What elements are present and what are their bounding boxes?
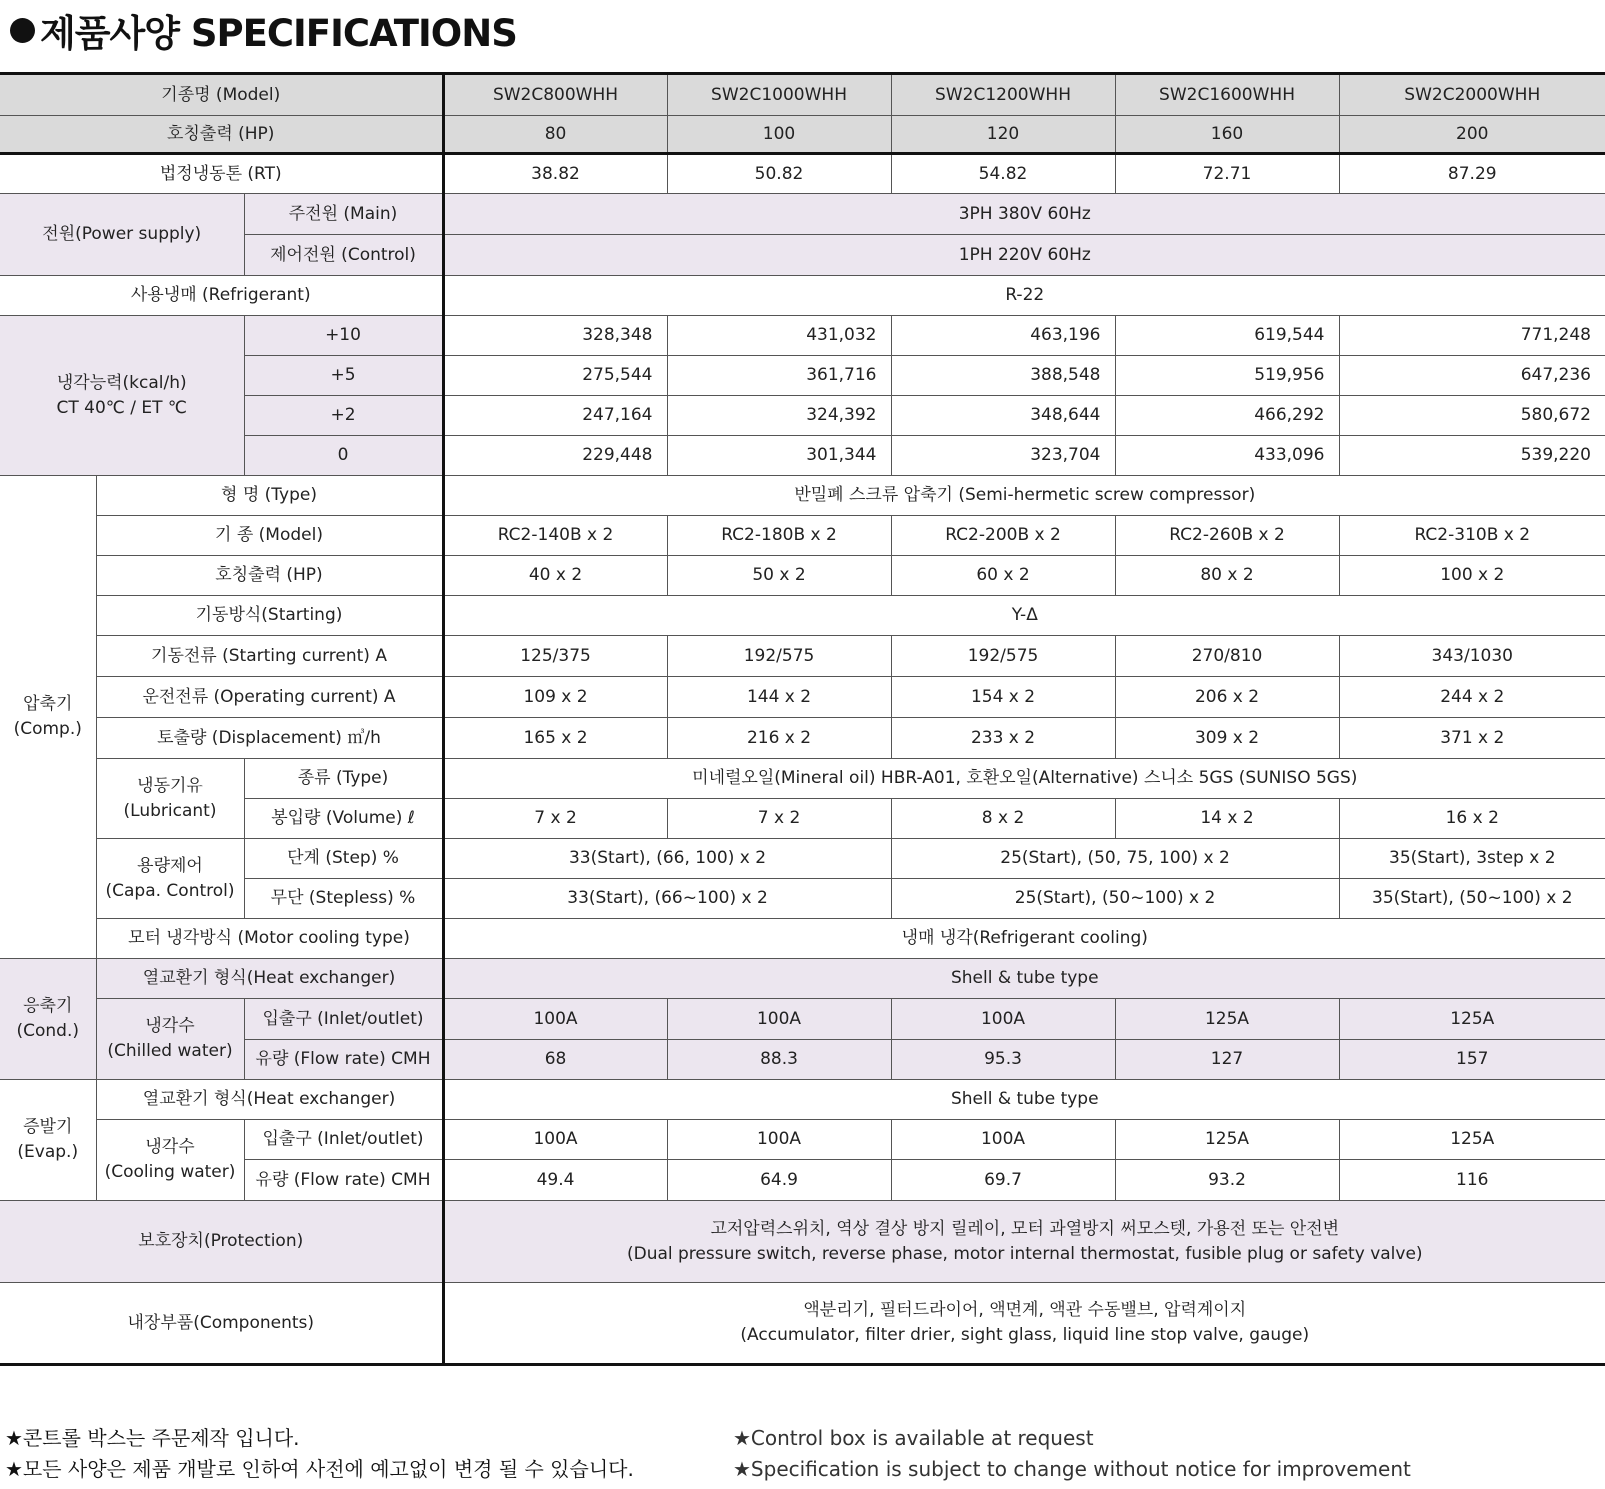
evap-group-label	[0, 1080, 96, 1201]
hp-value: 200	[1339, 116, 1605, 154]
rt-label: 법정냉동톤 (RT)	[0, 154, 443, 194]
start-current-value: 270/810	[1115, 636, 1339, 677]
comp-model-value: RC2-310B x 2	[1339, 516, 1605, 556]
lub-volume-value: 7 x 2	[443, 799, 667, 839]
power-control-value: 1PH 220V 60Hz	[443, 235, 1605, 276]
table-row	[0, 516, 1605, 556]
start-current-value: 343/1030	[1339, 636, 1605, 677]
protection-line1: 고저압력스위치, 역상 결상 방지 릴레이, 모터 과열방지 써모스텟, 가용전 또는 안전변	[710, 1218, 1340, 1239]
note-line: ★Control box is available at request	[733, 1426, 1094, 1450]
cond-inlet-value: 125A	[1339, 999, 1605, 1040]
comp-model-value: RC2-200B x 2	[891, 516, 1115, 556]
capa-control-line2: (Capa. Control)	[105, 880, 235, 901]
table-row	[0, 1283, 1605, 1365]
capacity-value: 619,544	[1115, 316, 1339, 356]
cond-inlet-value: 100A	[891, 999, 1115, 1040]
protection-line2: (Dual pressure switch, reverse phase, motor internal thermostat, fusible plug or safety valve)	[626, 1243, 1423, 1264]
comp-hp-value: 80 x 2	[1115, 556, 1339, 596]
page-title	[10, 6, 517, 54]
capacity-group-line2: CT 40℃ / ET ℃	[56, 397, 188, 418]
rt-value: 50.82	[667, 154, 891, 194]
notes-english	[733, 1423, 1411, 1485]
bullet-icon	[10, 18, 35, 43]
evap-water-line2: (Cooling water)	[104, 1162, 236, 1182]
table-row	[0, 718, 1605, 759]
capacity-group-label	[0, 316, 244, 476]
et-label: +5	[244, 356, 443, 396]
cond-group-label	[0, 959, 96, 1080]
motor-cooling-label: 모터 냉각방식 (Motor cooling type)	[96, 919, 443, 959]
cond-flow-value: 95.3	[891, 1040, 1115, 1080]
hp-value: 120	[891, 116, 1115, 154]
table-row	[0, 316, 1605, 356]
cond-flow-value: 127	[1115, 1040, 1339, 1080]
lub-type-label: 종류 (Type)	[244, 759, 443, 799]
lubricant-group-label	[96, 759, 244, 839]
evap-flow-value: 116	[1339, 1160, 1605, 1201]
capacity-value: 328,348	[443, 316, 667, 356]
capacity-value: 647,236	[1339, 356, 1605, 396]
displacement-value: 371 x 2	[1339, 718, 1605, 759]
displacement-label: 토출량 (Displacement) ㎥/h	[96, 718, 443, 759]
cond-flow-value: 88.3	[667, 1040, 891, 1080]
table-row	[0, 919, 1605, 959]
refrigerant-value: R-22	[443, 276, 1605, 316]
comp-hp-value: 100 x 2	[1339, 556, 1605, 596]
capa-control-line1: 용량제어	[137, 855, 203, 876]
comp-group-label	[0, 476, 96, 959]
evap-flow-value: 49.4	[443, 1160, 667, 1201]
comp-hp-value: 50 x 2	[667, 556, 891, 596]
lub-type-value: 미네럴오일(Mineral oil) HBR-A01, 호환오일(Alternative) 스니소 5GS (SUNISO 5GS)	[443, 759, 1605, 799]
spec-table	[0, 72, 1605, 1366]
table-row	[0, 1080, 1605, 1120]
capacity-value: 229,448	[443, 436, 667, 476]
lub-volume-value: 7 x 2	[667, 799, 891, 839]
model-name: SW2C1600WHH	[1115, 74, 1339, 116]
table-row	[0, 276, 1605, 316]
comp-model-label: 기 종 (Model)	[96, 516, 443, 556]
rt-value: 54.82	[891, 154, 1115, 194]
page-title-text: 제품사양 SPECIFICATIONS	[40, 12, 517, 55]
capacity-value: 275,544	[443, 356, 667, 396]
cond-inlet-value: 100A	[443, 999, 667, 1040]
hp-value: 80	[443, 116, 667, 154]
evap-inlet-value: 100A	[891, 1120, 1115, 1160]
capacity-value: 324,392	[667, 396, 891, 436]
cond-inlet-value: 125A	[1115, 999, 1339, 1040]
components-line1: 액분리기, 필터드라이어, 액면계, 액관 수동밸브, 압력계이지	[803, 1300, 1247, 1321]
evap-flow-value: 69.7	[891, 1160, 1115, 1201]
et-label: +2	[244, 396, 443, 436]
start-current-label: 기동전류 (Starting current) A	[96, 636, 443, 677]
comp-hp-value: 60 x 2	[891, 556, 1115, 596]
capacity-value: 463,196	[891, 316, 1115, 356]
step-value: 35(Start), 3step x 2	[1339, 839, 1605, 879]
evap-water-label	[96, 1120, 244, 1201]
displacement-value: 309 x 2	[1115, 718, 1339, 759]
table-row	[0, 476, 1605, 516]
power-group-label: 전원(Power supply)	[0, 194, 244, 276]
evap-inlet-value: 125A	[1339, 1120, 1605, 1160]
capacity-value: 247,164	[443, 396, 667, 436]
table-row	[0, 839, 1605, 879]
table-row	[0, 596, 1605, 636]
cond-flow-value: 68	[443, 1040, 667, 1080]
table-row	[0, 1120, 1605, 1160]
table-row	[0, 959, 1605, 999]
model-name: SW2C1000WHH	[667, 74, 891, 116]
table-row	[0, 116, 1605, 154]
op-current-label: 운전전류 (Operating current) A	[96, 677, 443, 718]
table-row	[0, 1201, 1605, 1283]
displacement-value: 165 x 2	[443, 718, 667, 759]
cond-water-line1: 냉각수	[145, 1016, 195, 1037]
comp-model-value: RC2-260B x 2	[1115, 516, 1339, 556]
et-label: +10	[244, 316, 443, 356]
power-main-value: 3PH 380V 60Hz	[443, 194, 1605, 235]
table-row	[0, 759, 1605, 799]
capacity-value: 323,704	[891, 436, 1115, 476]
evap-hx-label: 열교환기 형식(Heat exchanger)	[96, 1080, 443, 1120]
capacity-value: 771,248	[1339, 316, 1605, 356]
lubricant-line1: 냉동기유	[137, 775, 203, 796]
stepless-label: 무단 (Stepless) %	[244, 879, 443, 919]
lubricant-line2: (Lubricant)	[123, 800, 217, 821]
evap-group-line2: (Evap.)	[17, 1142, 79, 1162]
lub-volume-label: 봉입량 (Volume) ℓ	[244, 799, 443, 839]
capa-control-group-label	[96, 839, 244, 919]
lub-volume-value: 16 x 2	[1339, 799, 1605, 839]
stepless-value: 35(Start), (50~100) x 2	[1339, 879, 1605, 919]
capacity-value: 433,096	[1115, 436, 1339, 476]
motor-cooling-value: 냉매 냉각(Refrigerant cooling)	[443, 919, 1605, 959]
comp-group-line1: 압축기	[23, 694, 73, 715]
op-current-value: 244 x 2	[1339, 677, 1605, 718]
cond-water-line2: (Chilled water)	[107, 1041, 233, 1061]
cond-flow-label: 유량 (Flow rate) CMH	[244, 1040, 443, 1080]
capacity-group-line1: 냉각능력(kcal/h)	[56, 372, 187, 393]
capacity-value: 580,672	[1339, 396, 1605, 436]
power-main-label: 주전원 (Main)	[244, 194, 443, 235]
evap-inlet-label: 입출구 (Inlet/outlet)	[244, 1120, 443, 1160]
displacement-value: 233 x 2	[891, 718, 1115, 759]
hp-value: 160	[1115, 116, 1339, 154]
evap-flow-value: 64.9	[667, 1160, 891, 1201]
comp-model-value: RC2-140B x 2	[443, 516, 667, 556]
comp-hp-value: 40 x 2	[443, 556, 667, 596]
components-line2: (Accumulator, filter drier, sight glass, liquid line stop valve, gauge)	[740, 1325, 1310, 1345]
cond-group-line2: (Cond.)	[16, 1021, 79, 1041]
rt-value: 87.29	[1339, 154, 1605, 194]
step-label: 단계 (Step) %	[244, 839, 443, 879]
note-line: ★모든 사양은 제품 개발로 인하여 사전에 예고없이 변경 될 수 있습니다.	[5, 1457, 634, 1481]
start-current-value: 192/575	[667, 636, 891, 677]
op-current-value: 144 x 2	[667, 677, 891, 718]
evap-water-line1: 냉각수	[145, 1137, 195, 1158]
capacity-value: 519,956	[1115, 356, 1339, 396]
capacity-value: 466,292	[1115, 396, 1339, 436]
note-line: ★콘트롤 박스는 주문제작 입니다.	[5, 1426, 300, 1450]
cond-hx-value: Shell & tube type	[443, 959, 1605, 999]
op-current-value: 154 x 2	[891, 677, 1115, 718]
table-row	[0, 194, 1605, 235]
capacity-value: 301,344	[667, 436, 891, 476]
power-control-label: 제어전원 (Control)	[244, 235, 443, 276]
cond-flow-value: 157	[1339, 1040, 1605, 1080]
hp-label: 호칭출력 (HP)	[0, 116, 443, 154]
hp-value: 100	[667, 116, 891, 154]
model-name: SW2C800WHH	[443, 74, 667, 116]
lub-volume-value: 8 x 2	[891, 799, 1115, 839]
model-label: 기종명 (Model)	[0, 74, 443, 116]
comp-hp-label: 호칭출력 (HP)	[96, 556, 443, 596]
table-row	[0, 154, 1605, 194]
cond-hx-label: 열교환기 형식(Heat exchanger)	[96, 959, 443, 999]
capacity-value: 431,032	[667, 316, 891, 356]
components-value	[443, 1283, 1605, 1365]
evap-inlet-value: 125A	[1115, 1120, 1339, 1160]
evap-flow-value: 93.2	[1115, 1160, 1339, 1201]
capacity-value: 361,716	[667, 356, 891, 396]
table-row	[0, 677, 1605, 718]
cond-inlet-label: 입출구 (Inlet/outlet)	[244, 999, 443, 1040]
note-line: ★Specification is subject to change without notice for improvement	[733, 1457, 1411, 1481]
capacity-value: 348,644	[891, 396, 1115, 436]
table-row	[0, 74, 1605, 116]
protection-label: 보호장치(Protection)	[0, 1201, 443, 1283]
capacity-value: 388,548	[891, 356, 1115, 396]
rt-value: 38.82	[443, 154, 667, 194]
et-label: 0	[244, 436, 443, 476]
comp-group-line2: (Comp.)	[13, 719, 82, 739]
step-value: 33(Start), (66, 100) x 2	[443, 839, 891, 879]
stepless-value: 25(Start), (50~100) x 2	[891, 879, 1339, 919]
displacement-value: 216 x 2	[667, 718, 891, 759]
start-current-value: 125/375	[443, 636, 667, 677]
start-current-value: 192/575	[891, 636, 1115, 677]
notes-korean	[5, 1423, 634, 1485]
refrigerant-label: 사용냉매 (Refrigerant)	[0, 276, 443, 316]
evap-hx-value: Shell & tube type	[443, 1080, 1605, 1120]
op-current-value: 109 x 2	[443, 677, 667, 718]
comp-type-label: 형 명 (Type)	[96, 476, 443, 516]
capacity-value: 539,220	[1339, 436, 1605, 476]
cond-group-line1: 응축기	[23, 996, 73, 1017]
evap-group-line1: 증발기	[23, 1117, 73, 1138]
components-label: 내장부품(Components)	[0, 1283, 443, 1365]
op-current-value: 206 x 2	[1115, 677, 1339, 718]
comp-type-value: 반밀폐 스크류 압축기 (Semi-hermetic screw compressor)	[443, 476, 1605, 516]
table-row	[0, 556, 1605, 596]
evap-inlet-value: 100A	[667, 1120, 891, 1160]
table-row	[0, 636, 1605, 677]
step-value: 25(Start), (50, 75, 100) x 2	[891, 839, 1339, 879]
comp-starting-label: 기동방식(Starting)	[96, 596, 443, 636]
model-name: SW2C1200WHH	[891, 74, 1115, 116]
comp-model-value: RC2-180B x 2	[667, 516, 891, 556]
lub-volume-value: 14 x 2	[1115, 799, 1339, 839]
cond-water-label	[96, 999, 244, 1080]
model-name: SW2C2000WHH	[1339, 74, 1605, 116]
cond-inlet-value: 100A	[667, 999, 891, 1040]
evap-flow-label: 유량 (Flow rate) CMH	[244, 1160, 443, 1201]
rt-value: 72.71	[1115, 154, 1339, 194]
stepless-value: 33(Start), (66~100) x 2	[443, 879, 891, 919]
table-row	[0, 999, 1605, 1040]
evap-inlet-value: 100A	[443, 1120, 667, 1160]
protection-value	[443, 1201, 1605, 1283]
comp-starting-value: Y-Δ	[443, 596, 1605, 636]
